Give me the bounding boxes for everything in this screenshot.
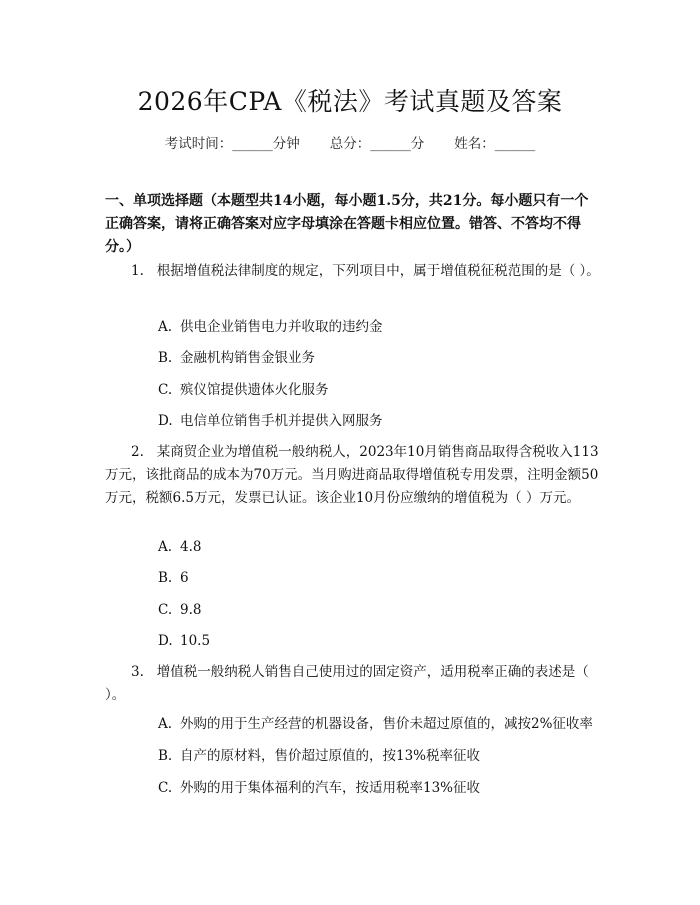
option-3b: [158, 746, 603, 766]
option-3a: [158, 714, 603, 734]
option-text: 殡仪馆提供遗体火化服务: [180, 382, 329, 398]
option-2b: [158, 568, 603, 588]
option-letter: B.: [158, 748, 173, 764]
question-number: 3.: [131, 664, 144, 680]
option-letter: C.: [158, 382, 173, 398]
option-1c: [158, 380, 603, 400]
page-title: 2026年CPA《税法》考试真题及答案: [137, 87, 563, 116]
exam-info-line: [0, 132, 700, 152]
option-letter: A.: [158, 716, 173, 732]
option-text: 外购的用于集体福利的汽车，按适用税率13%征收: [180, 780, 481, 796]
option-1d: [158, 411, 603, 431]
option-2a: [158, 537, 603, 557]
section-heading: 一、单项选择题（本题型共14小题，每小题1.5分，共21分。每小题只有一个正确答案，请将正确答案对应字母填涂在答题卡相应位置。错答、不答均不得分。）: [105, 193, 589, 255]
option-letter: C.: [158, 602, 173, 618]
option-text: 9.8: [180, 602, 202, 618]
option-2d: [158, 631, 603, 651]
option-letter: C.: [158, 780, 173, 796]
option-text: 自产的原材料，售价超过原值的，按13%税率征收: [180, 748, 481, 764]
option-2c: [158, 600, 603, 620]
question-number: 1.: [131, 263, 144, 279]
name-field: 姓名：______: [454, 136, 536, 152]
option-letter: D.: [158, 413, 173, 429]
option-letter: A.: [158, 539, 173, 555]
question-number: 2.: [131, 444, 144, 460]
option-text: 金融机构销售金银业务: [180, 350, 315, 366]
option-text: 4.8: [180, 539, 202, 555]
option-text: 电信单位销售手机并提供入网服务: [180, 413, 383, 429]
option-3c: [158, 778, 603, 798]
total-score-field: 总分：______分: [329, 136, 425, 152]
option-1b: [158, 348, 603, 368]
option-text: 6: [180, 570, 189, 586]
question-2: [105, 441, 600, 510]
question-text: 根据增值税法律制度的规定，下列项目中，属于增值税征税范围的是（ ）。: [156, 263, 600, 279]
option-letter: D.: [158, 633, 173, 649]
option-letter: B.: [158, 350, 173, 366]
question-text: 某商贸企业为增值税一般纳税人，2023年10月销售商品取得含税收入113万元，该批商品的成本为70万元。当月购进商品取得增值税专用发票，注明金额50万元，税额6.5万元，发票已认证。该企业10月份应缴纳的增值税为（ ）万元。: [105, 444, 599, 506]
question-3: [105, 661, 600, 707]
option-letter: A.: [158, 319, 173, 335]
option-text: 外购的用于生产经营的机器设备，售价未超过原值的，减按2%征收率: [180, 716, 593, 732]
question-text: 增值税一般纳税人销售自己使用过的固定资产，适用税率正确的表述是（ ）。: [105, 664, 589, 703]
option-letter: B.: [158, 570, 173, 586]
option-text: 供电企业销售电力并收取的违约金: [180, 319, 383, 335]
option-1a: [158, 317, 603, 337]
exam-time-field: 考试时间：______分钟: [164, 136, 300, 152]
question-1: [105, 260, 600, 283]
option-text: 10.5: [180, 633, 211, 649]
